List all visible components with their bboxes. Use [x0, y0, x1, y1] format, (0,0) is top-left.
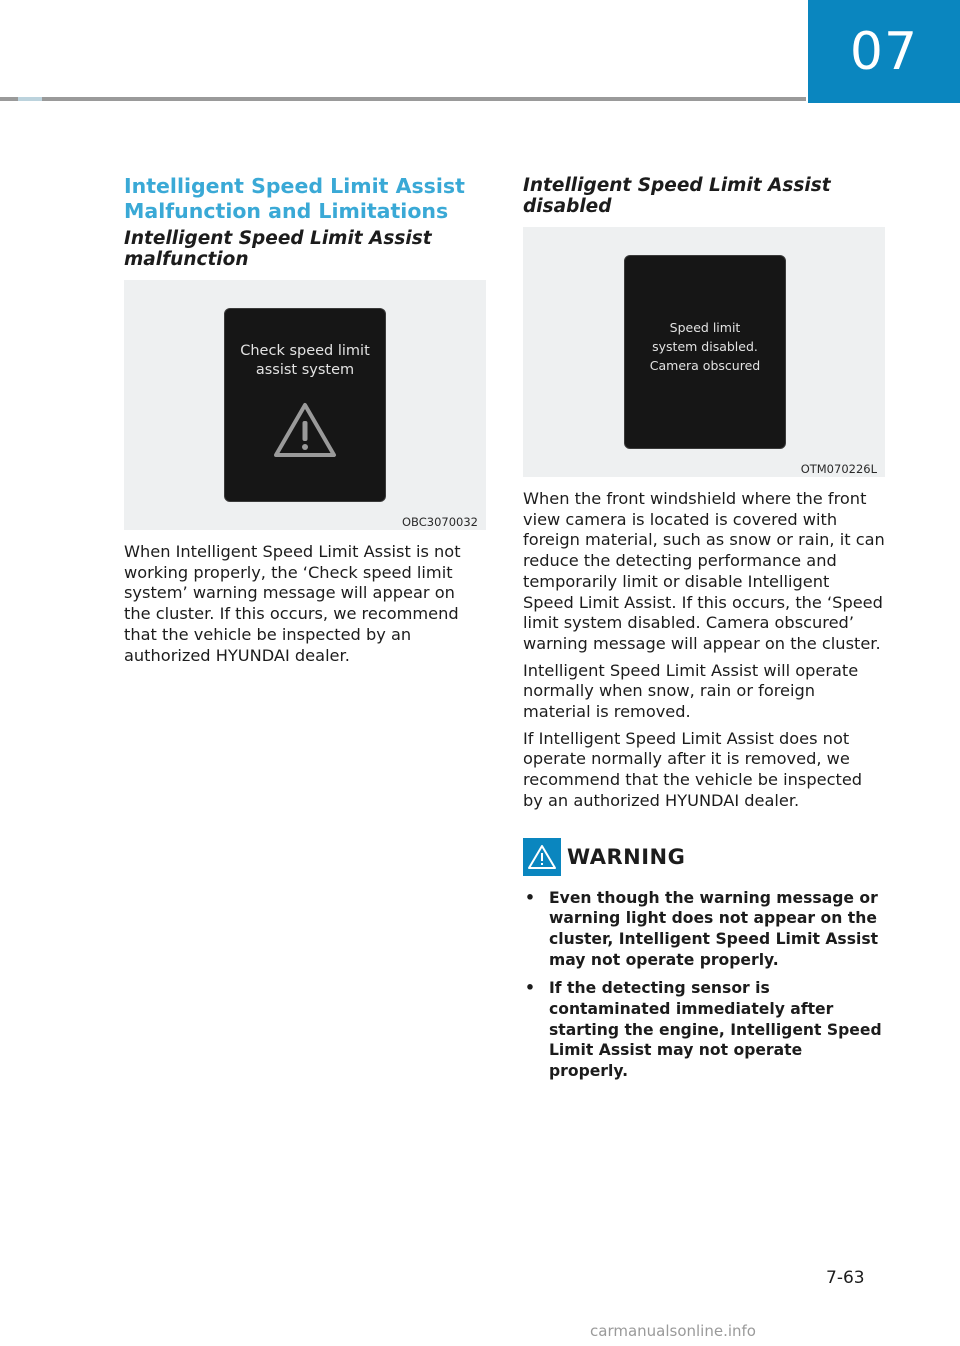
paragraph: If Intelligent Speed Limit Assist does not operate normally after it is removed, we recommend that the vehicle be inspected by an authorized HYUNDAI dealer. — [523, 728, 863, 810]
left-column — [124, 170, 486, 666]
warning-header — [523, 838, 885, 876]
warning-item-text: Even though the warning message or warning light does not appear on the cluster, Intelligent Speed Limit Assist may not operate properly. — [549, 888, 879, 969]
figure-code: OTM070226L — [800, 462, 877, 476]
header-rule — [0, 97, 806, 101]
header-rule-accent — [18, 97, 42, 101]
cluster-message-line: Speed limit — [669, 320, 741, 335]
watermark: carmanualsonline.info — [590, 1322, 756, 1340]
warning-icon — [523, 838, 561, 876]
paragraph: When the front windshield where the front view camera is located is covered with foreign material, such as snow or rain, it can reduce the detecting performance and temporarily limit or disable Intelligent Speed Limit Assist. If this occurs, the ‘Speed limit system disabled. Camera obscured’ warning message will appear on the cluster. — [523, 489, 885, 653]
cluster-message: Check speed limit assist system — [240, 343, 370, 378]
cluster-message-line: system disabled. — [652, 339, 758, 354]
warning-triangle-icon — [272, 401, 338, 459]
paragraph: Intelligent Speed Limit Assist will operate normally when snow, rain or foreign material is removed. — [523, 660, 859, 722]
bullet-icon: • — [525, 979, 535, 998]
page-number: 7-63 — [826, 1268, 865, 1288]
paragraph: When Intelligent Speed Limit Assist is not working properly, the ‘Check speed limit system’ warning message will appear on the cluster. If this occurs, we recommend that the vehicle be inspected by an authorized HYUNDAI dealer. — [124, 542, 461, 665]
warning-item-text: If the detecting sensor is contaminated immediately after starting the engine, Intelligent Speed Limit Assist may not operate properly. — [549, 979, 882, 1081]
warning-item — [523, 888, 885, 971]
figure-disabled — [523, 227, 885, 477]
chapter-tab: 07 — [808, 0, 960, 103]
cluster-screen — [624, 255, 786, 449]
sub-heading-malfunction: Intelligent Speed Limit Assist malfunction — [124, 228, 432, 270]
warning-item — [523, 978, 885, 1082]
figure-code: OBC3070032 — [402, 515, 478, 529]
right-column — [523, 175, 885, 1090]
bullet-icon: • — [525, 888, 535, 907]
warning-title: WARNING — [567, 844, 686, 869]
cluster-message — [625, 318, 785, 375]
warning-list — [523, 888, 885, 1082]
figure-malfunction — [124, 280, 486, 530]
section-heading: Intelligent Speed Limit Assist Malfunction and Limitations — [124, 174, 465, 223]
cluster-screen — [224, 308, 386, 502]
sub-heading-disabled: Intelligent Speed Limit Assist disabled — [523, 175, 831, 217]
cluster-message-line: Camera obscured — [649, 358, 761, 373]
